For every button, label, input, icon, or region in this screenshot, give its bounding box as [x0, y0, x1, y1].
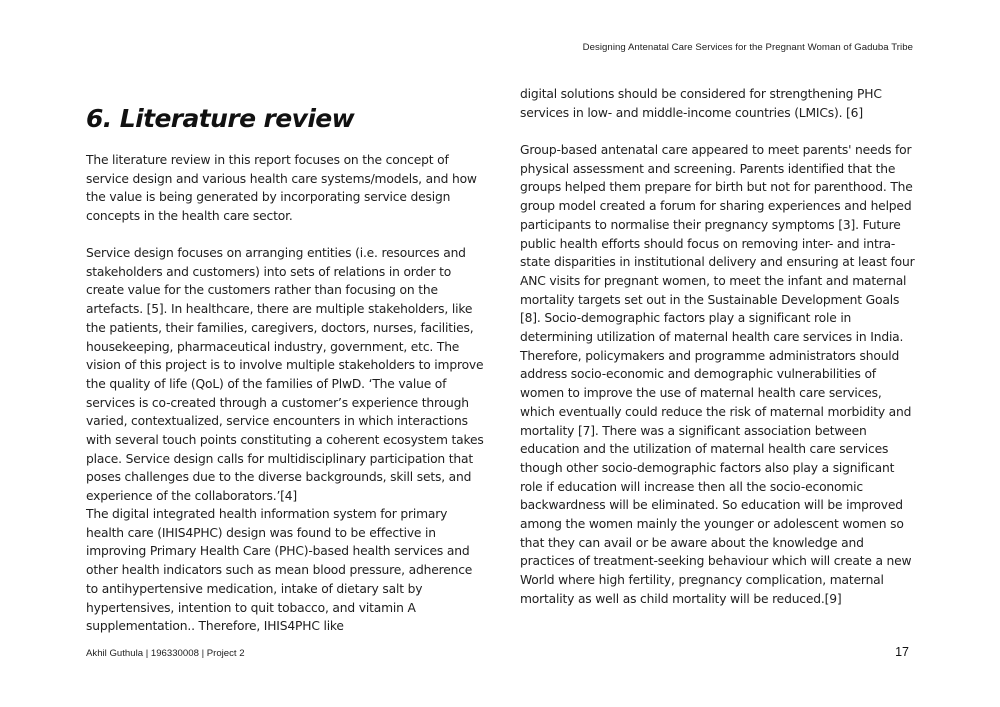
paragraph-digital-solutions: digital solutions should be considered for strengthening PHC services in low- and middle-income countries (LMICs). [6]	[520, 87, 882, 120]
paragraph-intro: The literature review in this report focuses on the concept of service design and various health care systems/models, and how the value is being generated by incorporating service design concepts in the health care sector.	[86, 153, 477, 224]
paragraph-ihis4phc: The digital integrated health information system for primary health care (IHIS4PHC) design was found to be effective in improving Primary Health Care (PHC)-based health services and other health indicators such as mean blood pressure, adherence to antihypertensive medication, intake of dietary salt by hypertensives, intention to quit tobacco, and vitamin A supplementation.. Therefore, IHIS4PHC like	[86, 507, 473, 634]
running-header-title: Designing Antenatal Care Services for the Pregnant Woman of Gaduba Tribe	[582, 42, 913, 53]
page-number: 17	[895, 645, 909, 659]
paragraph-group-antenatal-care: Group-based antenatal care appeared to meet parents' needs for physical assessment and screening. Parents identified that the groups helped them prepare for birth but not for parenthood. The group model created a forum for sharing experiences and helped participants to normalise their pregnancy symptoms [3]. Future public health efforts should focus on removing inter- and intra-state disparities in institutional delivery and ensuring at least four ANC visits for pregnant women, to meet the infant and maternal mortality targets set out in the Sustainable Development Goals [8]. Socio-demographic factors play a significant role in determining utilization of maternal health care services in India. Therefore, policymakers and programme administrators should address socio-economic and demographic vulnerabilities of women to improve the use of maternal health care services, which eventually could reduce the risk of maternal morbidity and mortality [7]. There was a significant association between education and the utilization of maternal health care services though other socio-demographic factors also play a significant role if education will increase then all the socio-economic backwardness will be eliminated. So education will be improved among the women mainly the younger or adolescent women so that they can avail or be aware about the knowledge and practices of treatment-seeking behaviour which will create a new World where high fertility, pregnancy complication, maternal mortality as well as child mortality will be reduced.[9]	[520, 143, 915, 606]
paragraph-service-design: Service design focuses on arranging entities (i.e. resources and stakeholders and customers) into sets of relations in order to create value for the customers rather than focusing on the artefacts. [5]. In healthcare, there are multiple stakeholders, like the patients, their families, caregivers, doctors, nurses, facilities, housekeeping, pharmaceutical industry, government, etc. The vision of this project is to involve multiple stakeholders to improve the quality of life (QoL) of the families of PlwD. ‘The value of services is co-created through a customer’s experience through varied, contextualized, service encounters in which interactions with several touch points constituting a coherent ecosystem takes place. Service design calls for multidisciplinary participation that poses challenges due to the diverse backgrounds, skill sets, and experience of the collaborators.’[4]	[86, 246, 484, 504]
footer-author-info: Akhil Guthula | 196330008 | Project 2	[86, 648, 245, 659]
section-title: 6. Literature review	[86, 104, 355, 133]
